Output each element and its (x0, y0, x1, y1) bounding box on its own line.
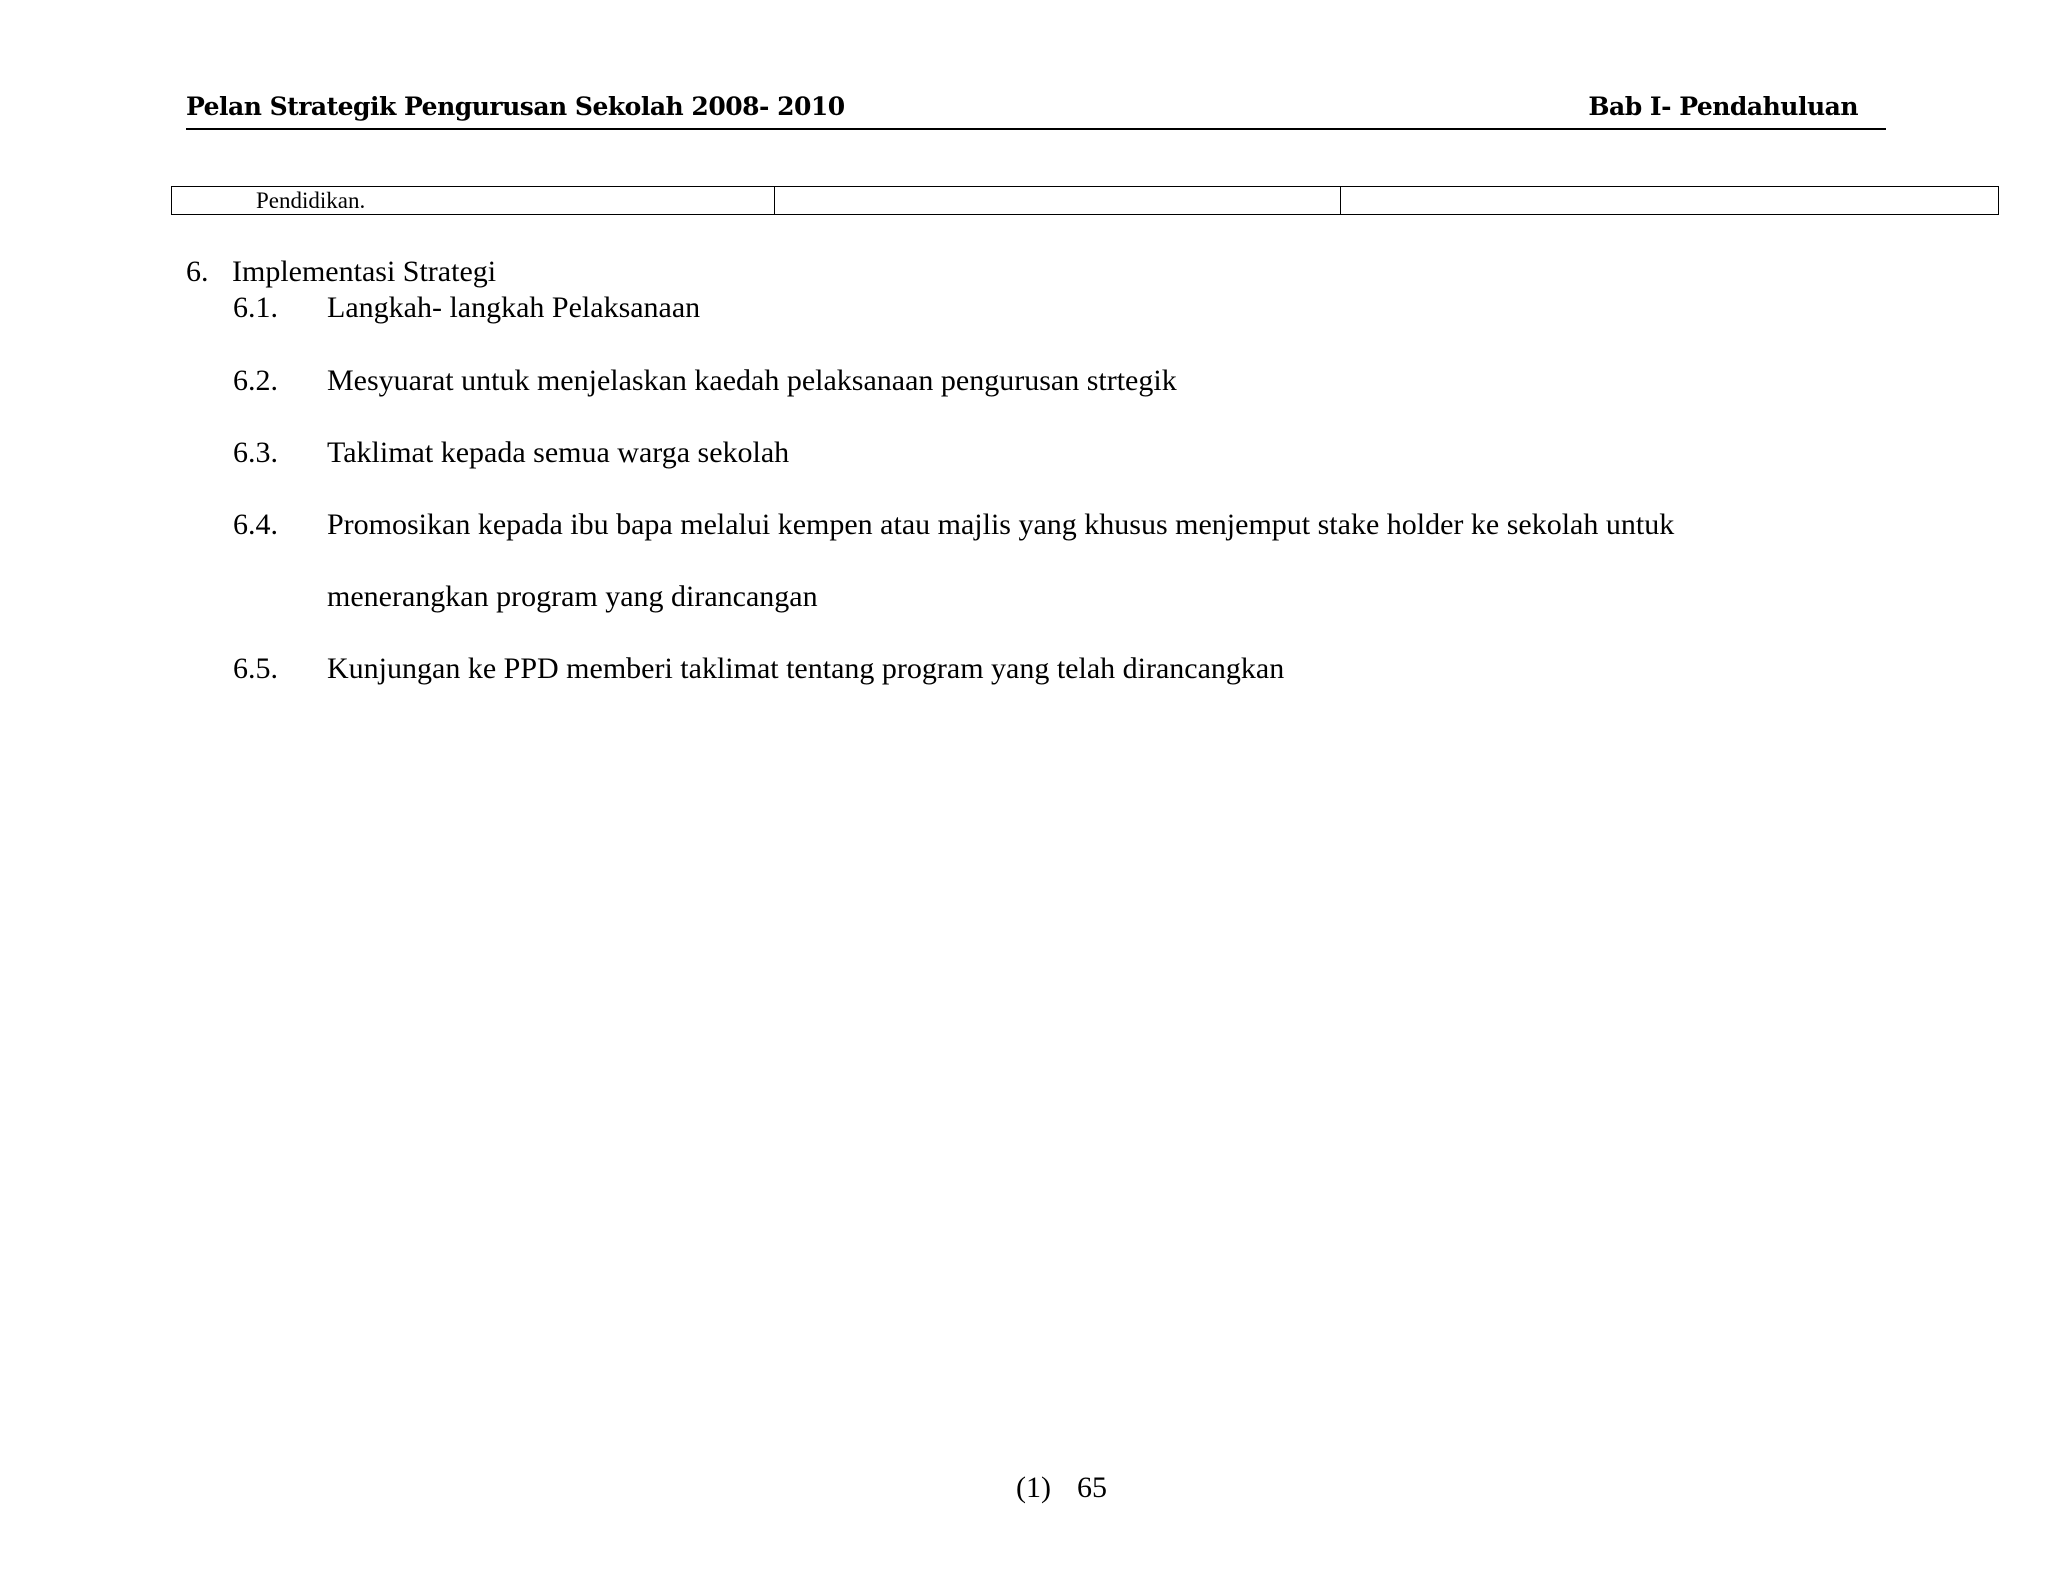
item-number: 6.1. (233, 291, 278, 324)
document-title: Pelan Strategik Pengurusan Sekolah 2008- 2010 (186, 92, 845, 121)
section-heading (186, 254, 496, 290)
page-header (186, 92, 1886, 130)
section-marker: (1) (1016, 1471, 1051, 1504)
item-text: Langkah- langkah Pelaksanaan (327, 291, 701, 324)
item-text: Kunjungan ke PPD memberi taklimat tentang program yang telah dirancangkan (327, 652, 1285, 685)
item-number: 6.2. (233, 364, 278, 397)
item-number: 6.3. (233, 436, 278, 469)
table-cell: Pendidikan. (172, 187, 775, 215)
page-number: 65 (1076, 1471, 1107, 1504)
page-footer (1016, 1470, 1107, 1506)
table-cell (1341, 187, 1999, 215)
section-title: Implementasi Strategi (232, 255, 497, 288)
item-number: 6.5. (233, 652, 278, 685)
table-row (172, 187, 1999, 215)
item-text: Taklimat kepada semua warga sekolah (327, 436, 790, 469)
section-number: 6. (186, 255, 209, 288)
continuation-table (171, 186, 1999, 215)
item-number: 6.4. (233, 508, 278, 541)
item-text: Mesyuarat untuk menjelaskan kaedah pelaksanaan pengurusan strtegik (327, 364, 1177, 397)
chapter-title: Bab I- Pendahuluan (1588, 92, 1858, 121)
item-continuation: menerangkan program yang dirancangan (327, 580, 818, 613)
table-cell (775, 187, 1341, 215)
item-text: Promosikan kepada ibu bapa melalui kempen atau majlis yang khusus menjemput stake holder ke sekolah untuk (327, 508, 1675, 541)
